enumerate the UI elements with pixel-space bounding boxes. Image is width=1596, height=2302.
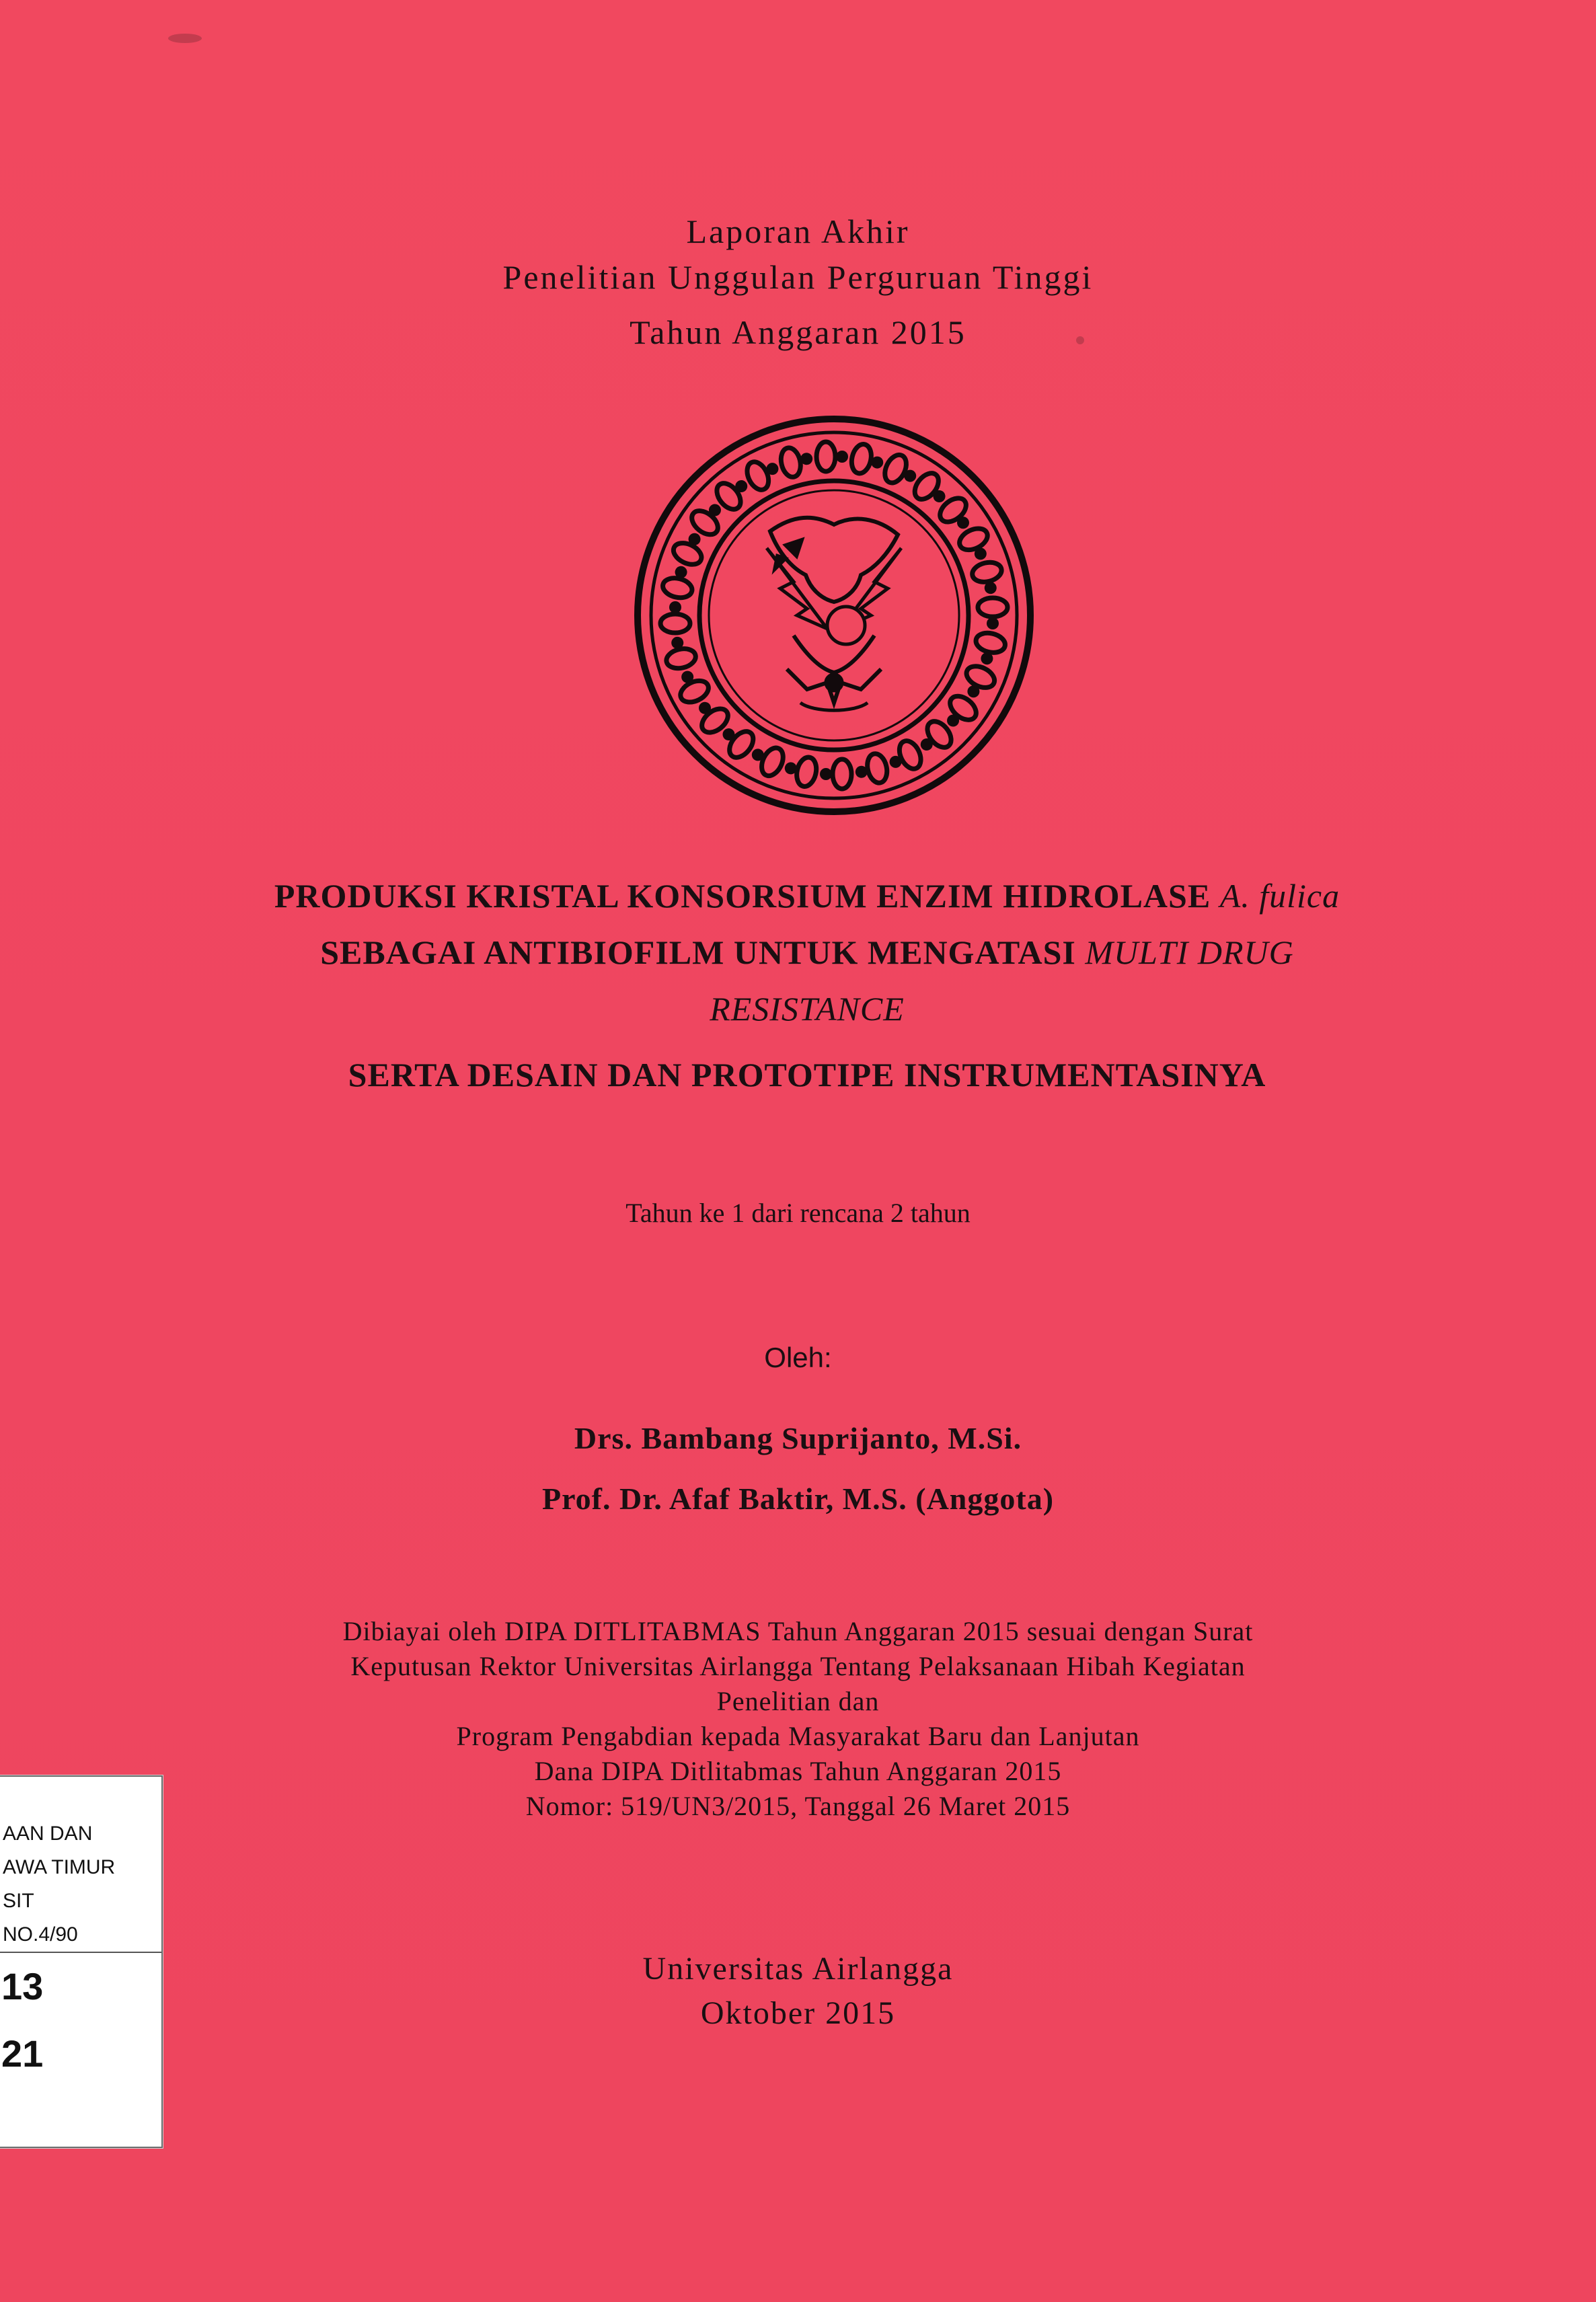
label-row: AAN DAN	[3, 1823, 93, 1845]
report-title	[202, 868, 1412, 1103]
title-line-1-species: A. fulica	[1219, 877, 1340, 915]
label-row: AWA TIMUR	[3, 1856, 116, 1878]
funding-line: Nomor: 519/UN3/2015, Tanggal 26 Maret 2015	[525, 1791, 1071, 1821]
title-line-2-italic: MULTI DRUG	[1085, 933, 1294, 971]
funding-line: Penelitian dan	[716, 1686, 880, 1716]
institution-name: Universitas Airlangga	[642, 1951, 954, 1987]
authors-label: Oleh:	[764, 1342, 832, 1373]
author-lead: Drs. Bambang Suprijanto, M.Si.	[574, 1421, 1022, 1455]
funding-line: Dibiayai oleh DIPA DITLITABMAS Tahun Anggaran 2015 sesuai dengan Surat	[342, 1616, 1254, 1646]
call-number-line-1: 13	[1, 1965, 44, 2007]
funding-line: Program Pengabdian kepada Masyarakat Baru dan Lanjutan	[456, 1721, 1140, 1751]
funding-line: Dana DIPA Ditlitabmas Tahun Anggaran 2015	[534, 1756, 1062, 1786]
title-line-3: RESISTANCE	[710, 990, 905, 1028]
funding-statement	[0, 1614, 1596, 1824]
title-line-2-text: SEBAGAI ANTIBIOFILM UNTUK MENGATASI	[320, 933, 1086, 971]
research-plan: Tahun ke 1 dari rencana 2 tahun	[625, 1198, 971, 1228]
author-member: Prof. Dr. Afaf Baktir, M.S. (Anggota)	[541, 1482, 1055, 1516]
program-name: Penelitian Unggulan Perguruan Tinggi	[502, 258, 1094, 296]
library-catalog-label	[0, 1775, 163, 2148]
title-line-4: SERTA DESAIN DAN PROTOTIPE INSTRUMENTASINYA	[348, 1056, 1266, 1094]
call-number-line-2: 21	[1, 2032, 44, 2075]
title-line-1	[202, 868, 1412, 924]
university-seal-icon	[632, 414, 1036, 817]
label-row: NO.4/90	[0, 1918, 161, 1953]
title-line-1-text: PRODUKSI KRISTAL KONSORSIUM ENZIM HIDROLASE	[274, 877, 1220, 915]
report-footer	[0, 1947, 1596, 2036]
report-date: Oktober 2015	[700, 1995, 896, 2031]
scan-smudge	[168, 34, 202, 43]
report-header	[0, 208, 1596, 355]
fiscal-year: Tahun Anggaran 2015	[630, 313, 966, 351]
report-type: Laporan Akhir	[686, 213, 910, 250]
label-row: SIT	[3, 1890, 34, 1912]
title-line-2	[202, 924, 1412, 981]
funding-line: Keputusan Rektor Universitas Airlangga Tentang Pelaksanaan Hibah Kegiatan	[350, 1651, 1246, 1681]
